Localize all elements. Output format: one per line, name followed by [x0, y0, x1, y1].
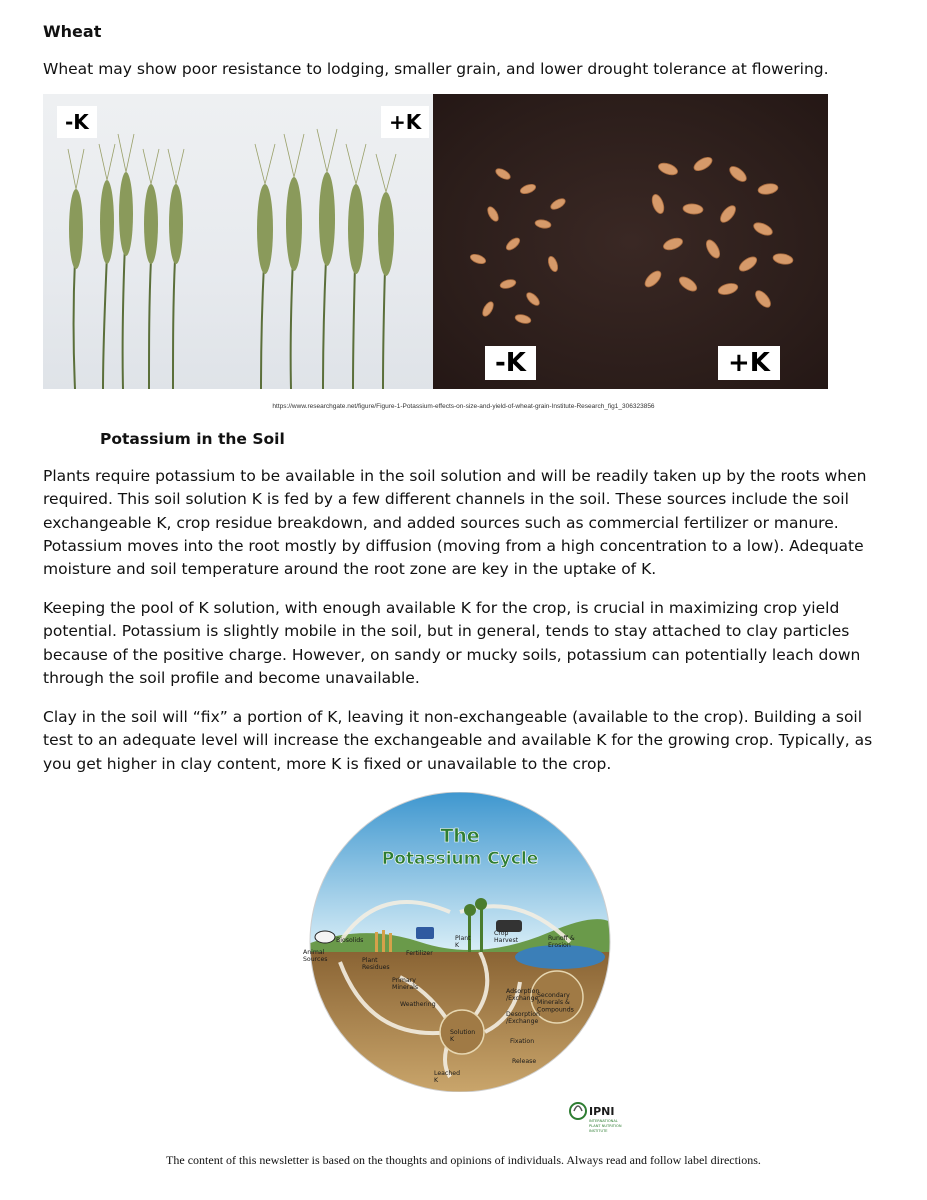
- label-solution-k: Solution K: [450, 1029, 476, 1044]
- label-plant-residues: Plant Residues: [362, 957, 390, 972]
- cycle-title-line1: The: [440, 825, 480, 847]
- plus-k-label: +K: [381, 106, 429, 138]
- ipni-name: IPNI: [589, 1105, 615, 1118]
- label-leached-k: Leached K: [434, 1070, 460, 1085]
- section-heading-potassium-soil: Potassium in the Soil: [100, 430, 285, 448]
- wheat-grain-illustration: [433, 94, 828, 389]
- label-desorption: Desorption /Exchange: [506, 1011, 540, 1026]
- paragraph-1: Plants require potassium to be available in the soil solution and will be readily taken up by the roots when required. This soil solution K is fed by a few different channels in the soil. These sources include the soil exchangeable K, crop residue breakdown, and added sources such as commercial fertilizer or manure. Potassium moves into the root mostly by diffusion (moving from a high concentration to a low). Adequate moisture and soil temperature around the root zone are key in the uptake of K.: [43, 467, 867, 579]
- newsletter-disclaimer: The content of this newsletter is based on the thoughts and opinions of individuals. Always read and follow label directions.: [166, 1153, 761, 1167]
- minus-k-grain-label: -K: [485, 346, 536, 380]
- intro-sentence: Wheat may show poor resistance to lodging, smaller grain, and lower drought tolerance at flowering.: [43, 60, 829, 78]
- label-fixation: Fixation: [510, 1038, 535, 1045]
- label-adsorption: Adsorption /Exchange: [506, 988, 540, 1003]
- label-fertilizer: Fertilizer: [406, 950, 433, 957]
- paragraph-3: Clay in the soil will “fix” a portion of K, leaving it non-exchangeable (available to the crop). Building a soil test to an adequate level will increase the exchangeable and available K for the growing crop. Typically, as you get higher in clay content, more K is fixed or unavailable to the crop.: [43, 708, 873, 773]
- label-runoff-erosion: Runoff & Erosion: [548, 935, 575, 950]
- ipni-sub1: INTERNATIONAL: [589, 1119, 618, 1123]
- section-heading-wheat: Wheat: [43, 22, 102, 41]
- ipni-logo: [568, 1097, 648, 1137]
- paragraph-2: Keeping the pool of K solution, with enough available K for the crop, is crucial in maximizing crop yield potential. Potassium is slightly mobile in the soil, but in general, tends to stay attached to clay particles because of the positive charge. However, on sandy or mucky soils, potassium can potentially leach down through the soil profile and become unavailable.: [43, 599, 861, 687]
- wheat-grain-photo: [433, 94, 828, 389]
- ipni-sub2: PLANT NUTRITION: [589, 1124, 622, 1128]
- label-biosolids: Biosolids: [336, 937, 364, 944]
- label-crop-harvest: Crop Harvest: [494, 930, 519, 945]
- wheat-heads-photo: [43, 94, 433, 389]
- label-plant-k: Plant K: [455, 935, 471, 950]
- minus-k-label: -K: [57, 106, 97, 138]
- plus-k-grain-label: +K: [718, 346, 780, 380]
- image-source-url[interactable]: https://www.researchgate.net/figure/Figure-1-Potassium-effects-on-size-and-yield-of-wheat-grain-Institute-Research_fig1_306323856: [272, 403, 655, 410]
- label-animal-sources: Animal Sources: [303, 949, 328, 964]
- wheat-comparison-photos: [43, 94, 828, 389]
- ipni-sub3: INSTITUTE: [589, 1129, 608, 1133]
- label-primary-minerals: Primary Minerals: [392, 977, 419, 992]
- label-secondary-minerals: Secondary Minerals & Compounds: [537, 992, 574, 1014]
- label-weathering: Weathering: [400, 1001, 436, 1008]
- potassium-cycle-diagram: [300, 792, 620, 1092]
- wheat-heads-illustration: [43, 94, 433, 389]
- cycle-title-line2: Potassium Cycle: [381, 849, 539, 869]
- label-release: Release: [512, 1058, 537, 1065]
